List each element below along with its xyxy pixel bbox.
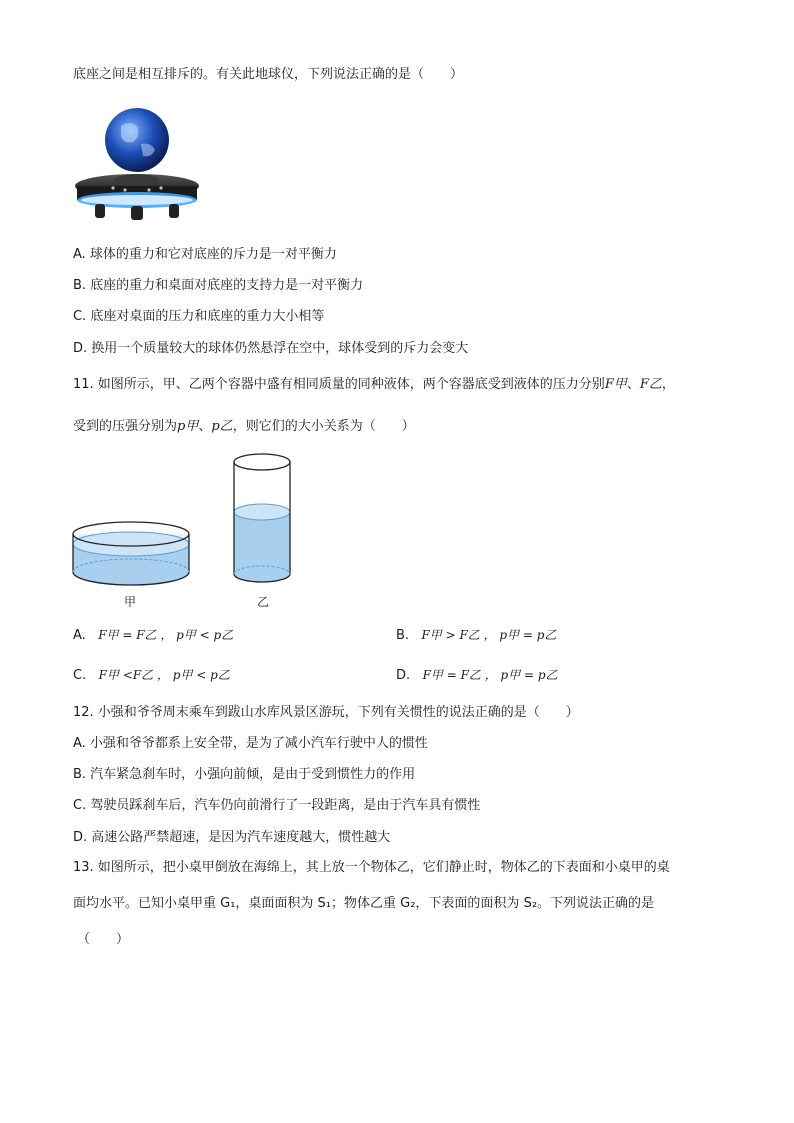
q10-option-d: D. 换用一个质量较大的球体仍然悬浮在空中，球体受到的斥力会变大 bbox=[73, 341, 469, 356]
q10-option-c: C. 底座对桌面的压力和底座的重力大小相等 bbox=[73, 309, 325, 324]
q11-stem-line1: 11. 如图所示，甲、乙两个容器中盛有相同质量的同种液体，两个容器底受到液体的压力分别F甲、F乙， bbox=[73, 377, 675, 392]
levitating-globe-figure bbox=[73, 104, 208, 228]
q11-stem-line2: 受到的压强分别为p甲、p乙，则它们的大小关系为（ ） bbox=[73, 419, 415, 434]
label-yi: 乙 bbox=[257, 595, 270, 609]
q12-option-b: B. 汽车紧急刹车时，小强向前倾，是由于受到惯性力的作用 bbox=[73, 767, 416, 782]
liquid-yi bbox=[234, 512, 290, 582]
q11-option-d: D. F甲 = F乙 ， p甲 = p乙 bbox=[396, 668, 558, 683]
label-jia: 甲 bbox=[124, 595, 137, 609]
q13-stem-line1: 13. 如图所示，把小桌甲倒放在海绵上，其上放一个物体乙，它们静止时，物体乙的下表面和小桌甲的桌 bbox=[73, 860, 670, 875]
q11-option-a: A. F甲 = F乙 ， p甲 < p乙 bbox=[73, 628, 234, 643]
q13-stem-line3: （ ） bbox=[77, 932, 130, 947]
q12-option-c: C. 驾驶员踩刹车后，汽车仍向前滑行了一段距离，是由于汽车具有惯性 bbox=[73, 798, 481, 813]
q10-intro: 底座之间是相互排斥的。有关此地球仪，下列说法正确的是（ ） bbox=[73, 67, 464, 82]
container-yi-figure bbox=[232, 452, 292, 588]
container-jia-figure bbox=[70, 516, 192, 592]
q11-option-c: C. F甲 <F乙 ， p甲 < p乙 bbox=[73, 668, 230, 683]
p-jia: p甲 bbox=[177, 419, 199, 434]
q12-stem: 12. 小强和爷爷周末乘车到跋山水库风景区游玩，下列有关惯性的说法正确的是（ ） bbox=[73, 705, 579, 720]
p-yi: p乙 bbox=[211, 419, 233, 434]
q13-stem-line2: 面均水平。已知小桌甲重 G₁，桌面面积为 S₁；物体乙重 G₂，下表面的面积为 S₂。下列说法正确的是 bbox=[73, 896, 655, 911]
globe-icon bbox=[105, 108, 169, 172]
q12-option-a: A. 小强和爷爷都系上安全带，是为了减小汽车行驶中人的惯性 bbox=[73, 736, 428, 751]
q10-option-b: B. 底座的重力和桌面对底座的支持力是一对平衡力 bbox=[73, 278, 364, 293]
q10-option-a: A. 球体的重力和它对底座的斥力是一对平衡力 bbox=[73, 247, 337, 262]
F-jia: F甲 bbox=[604, 377, 627, 392]
q11-option-b: B. F甲 > F乙 ， p甲 = p乙 bbox=[396, 628, 557, 643]
F-yi: F乙 bbox=[639, 377, 662, 392]
q12-option-d: D. 高速公路严禁超速，是因为汽车速度越大，惯性越大 bbox=[73, 830, 391, 845]
